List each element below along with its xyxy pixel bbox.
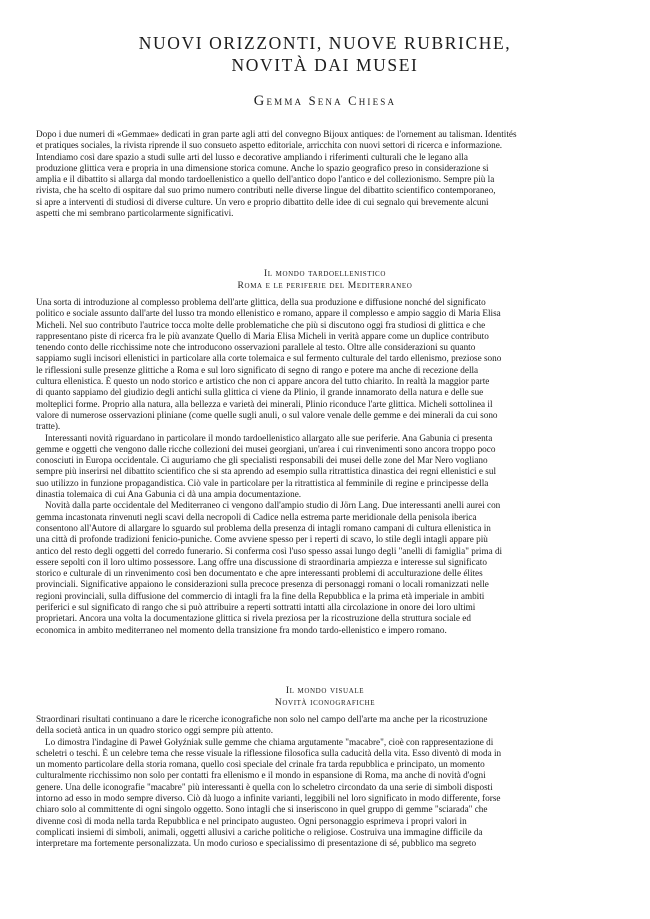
text-line: molteplici forme. Proprio alla natura, alla bellezza e varietà dei minerali, Plinio riconduce l'arte glittica. Micheli sottolinea il xyxy=(36,398,493,409)
text-line: si apre a interventi di studiosi di diverse culture. Un vero e proprio dibattito delle idee di cui segnalo qui brevemente alcuni xyxy=(36,196,489,207)
text-line: le riflessioni sulle presenze glittiche a Roma e sul loro significato di segno di rango e potere ma anche di recezione della xyxy=(36,364,479,375)
text-line: sempre più inserirsi nel dibattito scientifico che si sta aprendo ad esempio sulla ritrattistica dinastica dei regni ellenistici e sul xyxy=(36,466,497,477)
section-2-body xyxy=(36,714,613,850)
article-title-line-1: NUOVI ORIZZONTI, NUOVE RUBRICHE, xyxy=(138,33,512,53)
text-line: della società antica in un quadro storico oggi sempre più attento. xyxy=(36,725,274,736)
text-line: Intendiamo così dare spazio a studi sulle arti del lusso e decorative ampliando i riferimenti culturali che le legano alla xyxy=(36,151,468,162)
text-line: rappresentano piste di ricerca fra le più avanzate Quello di Maria Elisa Micheli in verità appare come un duplice contributo xyxy=(36,330,489,341)
text-line: genere. Una delle iconografie "macabre" più interessanti è quella con lo scheletro circondato da una serie di simboli disposti xyxy=(36,781,493,792)
text-line: una città di profonde tradizioni fenicio-puniche. Come avviene spesso per i reperti di scavo, lo stile degli intagli appare più xyxy=(36,534,488,545)
section-2-subheading: Novità iconografiche xyxy=(274,697,376,708)
text-line: chiaro solo al committente di ogni singolo oggetto. Sono intagli che si inseriscono in quel gruppo di gemme "sciarada" che xyxy=(36,804,488,815)
text-line: storico e culturale di un rinvenimento così ben documentato e che apre interessanti problemi di acculturazione delle élites xyxy=(36,568,483,579)
text-line: essere sepolti con il loro ultimo possessore. Lang offre una discussione di straordinaria ampiezza e interesse sul significato xyxy=(36,556,487,567)
text-line: un momento particolare della storia romana, quello così speciale del crinale fra tarda repubblica e principato, un momento xyxy=(36,759,485,770)
text-line: regioni provinciali, sulla diffusione del commercio di intagli fra la fine della Repubblica e la prima età imperiale in ambiti xyxy=(36,590,485,601)
text-line: politico e sociale assunto dall'arte del lusso tra mondo ellenistico e romano, appare il complesso e ampio saggio di Maria Elisa xyxy=(36,308,501,319)
text-line: suo utilizzo in funzione propagandistica. Ciò vale in particolare per la ritrattistica al femminile di regine e principesse della xyxy=(36,477,489,488)
author-initial: G xyxy=(253,93,267,109)
text-line: economica in ambito mediterraneo nel momento della transizione fra mondo tardo-ellenistico e impero romano. xyxy=(36,624,447,635)
text-line: periferici e sul significato di rango che si può attribuire a reperti sottratti intatti alla circolazione in onore dei loro ultimi xyxy=(36,602,476,613)
text-line: Novità dalla parte occidentale del Mediterraneo ci vengono dall'ampio studio di Jörn Lang. Due interessanti anelli aurei con xyxy=(45,500,501,511)
text-line: tenendo conto delle ricchissime note che introducono osservazioni parallele al testo. Oltre alle considerazioni su quanto xyxy=(36,342,476,353)
text-line: Interessanti novità riguardano in particolare il mondo tardoellenistico allargato alle sue periferie. Ana Gabunia ci presenta xyxy=(45,432,493,443)
text-line: interpretare ma fortemente personalizzata. Un modo curioso e specialissimo di presentazione di sé, pubblico ma segreto xyxy=(36,838,477,849)
text-line: divenne così di moda nella tarda Repubblica e nel principato augusteo. Ogni personaggio esprimeva i propri valori in xyxy=(36,815,467,826)
text-line: et pratiques sociales, la rivista riprende il suo consueto aspetto editoriale, arricchita con nuovi settori di ricerca e informazione. xyxy=(36,140,503,151)
article-title-line-2: NOVITÀ DAI MUSEI xyxy=(231,55,419,75)
section-2-heading: Il mondo visuale xyxy=(285,685,365,696)
text-line: dinastia tolemaica di cui Ana Gabunia ci dà una ampia documentazione. xyxy=(36,489,302,500)
text-line: rivista, che ha scelto di ospitare dal suo primo numero contributi nelle diverse lingue del dibattito scientifico contemporaneo, xyxy=(36,185,496,196)
section-1-body xyxy=(36,297,613,647)
text-line: di quanto sappiamo del giudizio degli antichi sulla glittica ci viene da Plinio, il grande innamorato della natura e delle sue xyxy=(36,387,484,398)
author-name xyxy=(0,93,650,109)
text-line xyxy=(36,636,613,647)
text-line: sappiamo sugli incisori ellenistici in particolare alla corte tolemaica e sul fermento culturale del tardo ellenismo, preziose sono xyxy=(36,353,502,364)
intro-paragraph xyxy=(36,129,613,219)
text-line: Una sorta di introduzione al complesso problema dell'arte glittica, della sua produzione e diffusione nonché del significato xyxy=(36,297,486,307)
text-line: Straordinari risultati continuano a dare le ricerche iconografiche non solo nel campo dell'arte ma anche per la ricostruzione xyxy=(36,714,488,724)
text-line: amplia e il dibattito si allarga dal mondo tardoellenistico a quello dell'antico dopo l'antico e del collezionismo. Sempre più la xyxy=(36,174,495,185)
author-rest: emma Sena Chiesa xyxy=(266,94,397,108)
text-line: scheletri o teschi. È un celebre tema che resse visuale la riflessione filosofica sulla caducità della vita. Esso diventò di moda in xyxy=(36,747,502,758)
text-line: intorno ad esso in modo sempre diverso. Ciò dà luogo a infinite varianti, leggibili nel loro significato in modo differente, forse xyxy=(36,793,501,804)
text-line: provinciali. Significative appaiono le considerazioni sulla precoce presenza di personaggi romani o locali romanizzati nelle xyxy=(36,579,489,590)
text-line: aspetti che mi sembrano particolarmente significativi. xyxy=(36,208,234,219)
text-line: Micheli. Nel suo contributo l'autrice tocca molte delle problematiche che più si discutono oggi fra studiosi di glittica e che xyxy=(36,319,486,330)
text-line: valore di numerose osservazioni pliniane (come quelle sugli anuli, o sul valore venale delle gemme e dei minerali da cui sono xyxy=(36,409,498,420)
text-line: culturalmente ricchissimo non solo per contatti fra ellenismo e il mondo in espansione di Roma, ma anche di novità d'ogni xyxy=(36,770,486,781)
text-line: Dopo i due numeri di «Gemmae» dedicati in gran parte agli atti del convegno Bijoux antiques: de l'ornement au talisman. Identités xyxy=(36,129,517,139)
text-line: complicati insiemi di simboli, animali, oggetti allusivi a cariche politiche o religiose. Costruiva una immagine difficile da xyxy=(36,826,483,837)
text-line: Lo dimostra l'indagine di Paweł Gołyźniak sulle gemme che chiama argutamente "macabre", cioè con rappresentazione di xyxy=(45,736,494,747)
text-line: proprietari. Ancora una volta la documentazione glittica si rivela preziosa per la ricostruzione della struttura sociale ed xyxy=(36,613,471,624)
text-line: tratte). xyxy=(36,421,61,432)
text-line: gemme e oggetti che vengono dalle ricche collezioni dei musei georgiani, un'area i cui rinvenimenti sono ancora troppo poco xyxy=(36,443,496,454)
text-line: cultura ellenistica. È questo un nodo storico e artistico che non ci appare ancora del tutto chiarito. In realtà la maggior parte xyxy=(36,376,490,387)
text-line: produzione glittica vera e propria in una dimensione storica comune. Anche lo spazio geografico preso in considerazione si xyxy=(36,162,489,173)
text-line: gemma incastonata rinvenuti negli scavi della necropoli di Cadice nella estrema parte meridionale della penisola iberica xyxy=(36,511,477,522)
text-line: conosciuti in Europa occidentale. Ci auguriamo che gli specialisti responsabili dei musei delle zone del Mar Nero vogliano xyxy=(36,455,488,466)
section-1-subheading: Roma e le periferie del Mediterraneo xyxy=(237,280,413,291)
text-line: antico del resto degli oggetti del corredo funerario. Si conferma così l'uso spesso assai lungo degli "anelli di famiglia" prima di xyxy=(36,545,503,556)
section-1-heading: Il mondo tardoellenistico xyxy=(264,268,386,279)
text-line: consentono all'Autore di allargare lo sguardo sul problema della presenza di intagli romano campani di cultura ellenistica in xyxy=(36,522,491,533)
